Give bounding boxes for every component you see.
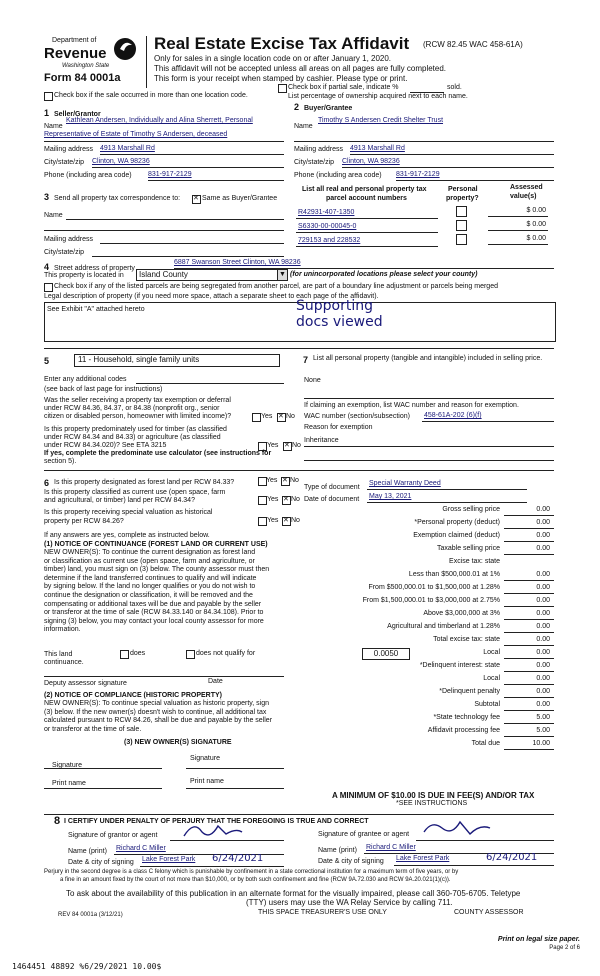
personal-property-section-number: 7 — [303, 355, 309, 365]
historic-yes-label: Yes — [267, 517, 279, 524]
cashier-stamp: 1464451 48892 %6/29/2021 10.00$ — [12, 962, 162, 971]
personal-property-checkbox-3[interactable] — [456, 234, 467, 245]
county-select[interactable] — [136, 269, 288, 281]
state-label: Washington State — [62, 63, 110, 69]
owner-signature-label-2: Signature — [190, 755, 220, 762]
seller-name-1[interactable]: Kathlean Andersen, Individually and Alina Sherrett, Personal — [66, 117, 253, 124]
revision-label: REV 84 0001a (3/12/21) — [58, 912, 123, 918]
seller-mail[interactable]: 4913 Marshall Rd — [100, 145, 155, 152]
parcel-number-3[interactable]: 729153 and 228532 — [298, 237, 361, 244]
exemption-reason-label: Reason for exemption — [304, 424, 373, 431]
parcel-col-header-3b: value(s) — [510, 193, 537, 200]
wac-label: WAC number (section/subsection) — [304, 413, 410, 420]
calc-value[interactable]: 0.00 — [536, 597, 550, 604]
timber-question-line-4: If yes, complete the predominate use calculator (see instructions for — [44, 450, 272, 457]
see-instructions: *SEE INSTRUCTIONS — [396, 800, 468, 807]
document-type-label: Type of document — [304, 484, 360, 491]
local-rate-box[interactable]: 0.0050 — [362, 648, 410, 660]
exemption-yes-label: Yes — [261, 413, 273, 420]
continuance-text-line: continue the designation or classification, it will be removed and the — [44, 591, 253, 599]
grantor-signature — [180, 818, 260, 842]
calc-label: Local — [483, 649, 500, 656]
document-date[interactable]: May 13, 2021 — [369, 493, 412, 500]
current-use-yes-label: Yes — [267, 496, 279, 503]
parcel-value-1[interactable]: $ 0.00 — [526, 207, 546, 214]
compliance-text-line: calculated pursuant to RCW 84.26, shall be due and payable by the seller — [44, 717, 273, 725]
continuance-text-line: information. — [44, 626, 81, 634]
grantor-signature-label: Signature of grantor or agent — [68, 832, 158, 839]
form-statute: (RCW 82.45 WAC 458-61A) — [423, 40, 523, 49]
personal-property-value[interactable]: None — [304, 377, 321, 384]
calc-label: Affidavit processing fee — [427, 727, 500, 734]
seller-name-label: Name — [44, 123, 63, 130]
use-code-section-number: 5 — [44, 356, 50, 366]
forest-land-question: Is this property designated as forest land per RCW 84.33? — [54, 479, 235, 486]
correspondence-label: Send all property tax correspondence to: — [54, 195, 181, 202]
current-use-no-label: No — [291, 496, 300, 503]
does-label: does — [130, 650, 146, 657]
exemption-question-line-2: under RCW 84.36, 84.37, or 84.38 (nonprofit org., senior — [44, 405, 220, 412]
calc-label: *State technology fee — [433, 714, 500, 721]
calc-value[interactable]: 0.00 — [536, 675, 550, 682]
calc-label: From $1,500,000.01 to $3,000,000 at 2.75% — [362, 597, 500, 604]
seller-name-2[interactable]: Representative of Estate of Timothy S Andersen, deceased — [44, 131, 228, 138]
calc-value[interactable]: 0.00 — [536, 688, 550, 695]
wac-number[interactable]: 458-61A-202 (6)(f) — [424, 412, 482, 419]
calc-value[interactable]: 0.00 — [536, 701, 550, 708]
segregation-checkbox[interactable] — [44, 283, 53, 292]
continuance-text-line: compensating or additional taxes will be due and payable by the seller — [44, 600, 262, 608]
calc-label: Total due — [471, 740, 500, 747]
parcel-col-header-2b: property? — [446, 195, 479, 202]
calc-label: Gross selling price — [442, 506, 500, 513]
correspondence-city-label: City/state/zip — [44, 249, 85, 256]
minimum-due-notice: A MINIMUM OF $10.00 IS DUE IN FEE(S) AND/OR TAX — [332, 791, 535, 800]
form-title: Real Estate Excise Tax Affidavit — [154, 34, 410, 53]
calc-value[interactable]: 0.00 — [536, 506, 550, 513]
county-selected-value: Island County — [139, 270, 188, 279]
historic-no-checkbox[interactable] — [282, 517, 291, 526]
calc-value[interactable]: 5.00 — [536, 714, 550, 721]
revenue-swirl-icon — [112, 35, 138, 63]
calc-label: *Delinquent penalty — [439, 688, 500, 695]
calc-label: Excise tax: state — [449, 558, 500, 565]
partial-sale-label: Check box if partial sale, indicate % — [288, 84, 399, 91]
calc-value[interactable]: 0.00 — [536, 649, 550, 656]
grantee-name[interactable]: Richard C Miller — [366, 844, 416, 851]
parcel-value-2[interactable]: $ 0.00 — [526, 221, 546, 228]
timber-question-line-2: under RCW 84.34 and 84.33) or agriculture (as classified — [44, 434, 221, 441]
timber-question-line-3: under RCW 84.34.020)? See ETA 3215 — [44, 442, 167, 449]
supporting-docs-stamp-1: Supporting — [296, 298, 373, 314]
revenue-label: Revenue — [44, 45, 107, 62]
land-label: This land — [44, 651, 73, 658]
calc-label: *Personal property (deduct) — [414, 519, 500, 526]
calc-value[interactable]: 0.00 — [536, 519, 550, 526]
owner-print-name-label-1: Print name — [52, 780, 86, 787]
continuance-heading: (1) NOTICE OF CONTINUANCE (FOREST LAND OR CURRENT USE) — [44, 541, 268, 548]
continuance-text-line: or transferor at the time of sale (RCW 84.33.140 or 84.34.108). Prior to — [44, 609, 264, 617]
continuance-text-line: or classification as current use (open space, farm and agriculture, or — [44, 557, 255, 565]
additional-codes-note: (see back of last page for instructions) — [44, 386, 163, 393]
parcel-number-2[interactable]: S6330-00-00045-0 — [298, 223, 357, 230]
chevron-down-icon[interactable]: ▼ — [277, 270, 287, 280]
current-use-question-line-1: Is this property classified as current use (open space, farm — [44, 489, 226, 496]
calc-label: From $500,000.01 to $1,500,000 at 1.28% — [368, 584, 500, 591]
buyer-phone-label: Phone (including area code) — [294, 172, 382, 179]
subtitle-1: Only for sales in a single location code on or after January 1, 2020. — [154, 54, 392, 63]
grantee-signature — [420, 816, 500, 840]
continuance-label: continuance. — [44, 659, 84, 666]
answers-note: If any answers are yes, complete as instructed below. — [44, 532, 210, 539]
page-number: Page 2 of 6 — [549, 945, 580, 951]
designation-section-number: 6 — [44, 478, 50, 488]
seller-city-label: City/state/zip — [44, 159, 85, 166]
compliance-text — [44, 700, 272, 734]
calc-label: Agricultural and timberland at 1.28% — [387, 623, 500, 630]
buyer-section-number: 2 — [294, 102, 300, 112]
buyer-phone[interactable]: 831-917-2129 — [396, 171, 440, 178]
legal-description-label: Legal description of property (if you need more space, attach a separate sheet to each page of the affidavit). — [44, 293, 379, 300]
compliance-text-line: or transferor at the time of sale. — [44, 725, 142, 733]
calc-value[interactable]: 0.00 — [536, 636, 550, 643]
grantee-date-label: Date & city of signing — [318, 858, 384, 865]
accessibility-line-1: To ask about the availability of this publication in an alternate format for the visually impaired, please call 360-705-6705. Teletype — [66, 889, 521, 898]
subtitle-3: This form is your receipt when stamped by cashier. Please type or print. — [154, 74, 408, 83]
calc-value[interactable]: 0.00 — [536, 532, 550, 539]
timber-question-line-5: section 5). — [44, 458, 77, 465]
calc-label: Local — [483, 675, 500, 682]
calc-value[interactable]: 0.00 — [536, 584, 550, 591]
historic-no-label: No — [291, 517, 300, 524]
exemption-question-line-3: citizen or disabled person, homeowner with limited income)? — [44, 413, 232, 420]
timber-no-checkbox[interactable] — [283, 442, 292, 451]
continuance-text-line: by signing below. If the land no longer qualifies or you do not wish to — [44, 583, 256, 591]
legal-description-value: See Exhibit "A" attached hereto — [47, 306, 145, 313]
continuance-text-line: determine if the land transferred continues to qualify and will indicate — [44, 574, 257, 582]
dept-label: Department of — [52, 37, 97, 44]
document-type[interactable]: Special Warranty Deed — [369, 480, 441, 487]
certify-section-number: 8 — [54, 815, 61, 827]
calc-label: Subtotal — [474, 701, 500, 708]
parcel-number-1[interactable]: R42931-407-1350 — [298, 209, 355, 216]
grantee-city[interactable]: Lake Forest Park — [396, 855, 450, 862]
legal-size-note: Print on legal size paper. — [497, 936, 580, 943]
calc-label: Exemption claimed (deduct) — [413, 532, 500, 539]
street-label: Street address of property — [54, 265, 135, 272]
continuance-text — [44, 549, 269, 635]
current-use-question-line-2: and agricultural, or timber) land per RCW 84.34? — [44, 497, 195, 504]
multi-location-label: Check box if the sale occurred in more than one location code. — [54, 92, 248, 99]
grantor-name-label: Name (print) — [68, 848, 107, 855]
calc-value[interactable]: 0.00 — [536, 610, 550, 617]
grantee-signature-label: Signature of grantee or agent — [318, 831, 410, 838]
deputy-signature-label: Deputy assessor signature — [44, 680, 127, 687]
timber-question-line-1: Is this property predominately used for timber (as classified — [44, 426, 227, 433]
additional-codes-label: Enter any additional codes — [44, 376, 127, 383]
treasurer-use-label: THIS SPACE TREASURER'S USE ONLY — [258, 909, 387, 916]
timber-yes-label: Yes — [267, 442, 279, 449]
calc-label: Less than $500,000.01 at 1% — [408, 571, 500, 578]
calc-value[interactable]: 10.00 — [532, 740, 550, 747]
seller-section-number: 1 — [44, 108, 50, 118]
grantor-date-label: Date & city of signing — [68, 859, 134, 866]
seller-phone[interactable]: 831-917-2129 — [148, 171, 192, 178]
calc-label: Taxable selling price — [436, 545, 500, 552]
grantor-name[interactable]: Richard C Miller — [116, 845, 166, 852]
form-number: Form 84 0001a — [44, 72, 121, 84]
buyer-mail-label: Mailing address — [294, 146, 344, 153]
seller-heading: Seller/Grantor — [54, 111, 101, 118]
seller-phone-label: Phone (including area code) — [44, 172, 132, 179]
grantor-date[interactable]: 6/24/2021 — [212, 853, 264, 864]
exemption-yes-checkbox[interactable] — [252, 413, 261, 422]
compliance-text-line: (3) below. If the new owner(s) doesn't wish to continue, all additional tax — [44, 708, 267, 716]
subtitle-2: This affidavit will not be accepted unless all areas on all pages are fully completed. — [154, 64, 447, 73]
does-not-qualify-checkbox[interactable] — [186, 650, 195, 659]
buyer-heading: Buyer/Grantee — [304, 105, 353, 112]
correspondence-name-label: Name — [44, 212, 63, 219]
forest-no-checkbox[interactable] — [281, 477, 290, 486]
parcel-col-header-2: Personal — [448, 186, 478, 193]
deputy-date-label: Date — [208, 678, 223, 685]
forest-no-label: No — [290, 477, 299, 484]
compliance-text-line: NEW OWNER(S): To continue special valuation as historic property, sign — [44, 700, 269, 707]
parcel-col-header-3: Assessed — [510, 184, 543, 191]
grantor-city[interactable]: Lake Forest Park — [142, 856, 196, 863]
new-owner-signature-heading: (3) NEW OWNER(S) SIGNATURE — [124, 739, 232, 746]
sold-label: sold. — [447, 84, 462, 91]
calc-value[interactable]: 0.00 — [536, 571, 550, 578]
property-section-number: 4 — [44, 262, 50, 272]
use-code-value: 11 - Household, single family units — [78, 355, 200, 364]
calc-label: *Delinquent interest: state — [419, 662, 500, 669]
correspondence-mail-label: Mailing address — [44, 236, 94, 243]
personal-property-checkbox-2[interactable] — [456, 220, 467, 231]
continuance-text-line: NEW OWNER(S): To continue the current designation as forest land — [44, 549, 256, 556]
continuance-text-line: timber) land, you must sign on (3) below. The county assessor must then — [44, 566, 270, 574]
parcel-col-header-1b: parcel account numbers — [326, 195, 407, 202]
seller-city[interactable]: Clinton, WA 98236 — [92, 158, 150, 165]
grantee-name-label: Name (print) — [318, 847, 357, 854]
partial-sale-checkbox[interactable] — [278, 84, 287, 93]
supporting-docs-stamp-2: docs viewed — [296, 314, 383, 330]
historic-question-line-1: Is this property receiving special valuation as historical — [44, 509, 213, 516]
buyer-city-label: City/state/zip — [294, 159, 335, 166]
exemption-note: If claiming an exemption, list WAC number and reason for exemption. — [304, 402, 519, 409]
exemption-no-label: No — [286, 413, 295, 420]
personal-property-label: List all personal property (tangible and intangible) included in selling price. — [313, 355, 543, 362]
calc-value[interactable]: 0.00 — [536, 545, 550, 552]
located-label: This property is located in — [44, 272, 124, 279]
perjury-notice-line-1: Perjury in the second degree is a class C felony which is punishable by confinement in a state correctional institution for a maximum term of five years, or by — [44, 869, 459, 875]
buyer-mail[interactable]: 4913 Marshall Rd — [350, 145, 405, 152]
owner-print-name-label-2: Print name — [190, 778, 224, 785]
seller-mail-label: Mailing address — [44, 146, 94, 153]
buyer-name-label: Name — [294, 123, 313, 130]
county-assessor-label: COUNTY ASSESSOR — [454, 909, 524, 916]
perjury-certification: I CERTIFY UNDER PENALTY OF PERJURY THAT THE FOREGOING IS TRUE AND CORRECT — [64, 818, 369, 825]
document-date-label: Date of document — [304, 496, 360, 503]
owner-signature-label-1: Signature — [52, 762, 82, 769]
forest-yes-label: Yes — [266, 477, 278, 484]
exemption-reason[interactable]: Inheritance — [304, 437, 339, 444]
timber-no-label: No — [292, 442, 301, 449]
continuance-text-line: signing (3) below, you may contact your local county assessor for more — [44, 617, 264, 625]
does-qualify-checkbox[interactable] — [120, 650, 129, 659]
grantee-date[interactable]: 6/24/2021 — [486, 852, 538, 863]
does-not-qualify-label: does not qualify for — [196, 650, 256, 657]
exemption-no-checkbox[interactable] — [277, 413, 286, 422]
unincorporated-note: (for unincorporated locations please select your county) — [290, 271, 478, 278]
current-use-no-checkbox[interactable] — [282, 496, 291, 505]
buyer-name-1[interactable]: Timothy S Andersen Credit Shelter Trust — [318, 117, 444, 124]
compliance-heading: (2) NOTICE OF COMPLIANCE (HISTORIC PROPERTY) — [44, 692, 222, 699]
segregation-label: Check box if any of the listed parcels are being segregated from another parcel, are part of a boundary line adjustment or parcels being merged — [54, 283, 498, 290]
same-as-buyer-label: Same as Buyer/Grantee — [202, 195, 278, 202]
correspondence-section-number: 3 — [44, 192, 50, 202]
street-address[interactable]: 6887 Swanson Street Clinton, WA 98236 — [174, 259, 301, 266]
ownership-note: List percentage of ownership acquired next to each name. — [288, 93, 468, 100]
accessibility-line-2: (TTY) users may use the WA Relay Service by calling 711. — [246, 898, 453, 907]
parcel-value-3[interactable]: $ 0.00 — [526, 235, 546, 242]
multi-location-checkbox[interactable] — [44, 92, 53, 101]
exemption-question-line-1: Was the seller receiving a property tax exemption or deferral — [44, 397, 231, 404]
calc-value[interactable]: 5.00 — [536, 727, 550, 734]
calc-label: Above $3,000,000 at 3% — [423, 610, 500, 617]
personal-property-checkbox-1[interactable] — [456, 206, 467, 217]
same-as-buyer-checkbox[interactable] — [192, 195, 201, 204]
buyer-city[interactable]: Clinton, WA 98236 — [342, 158, 400, 165]
perjury-notice-line-2: a fine in an amount fixed by the court of not more than $10,000, or by both such confinement and fine (RCW 9A.72.030 and RCW 9A.20.021(1)(c)). — [60, 877, 451, 883]
parcel-col-header-1: List all real and personal property tax — [302, 186, 427, 193]
current-use-yes-checkbox[interactable] — [258, 496, 267, 505]
calc-value[interactable]: 0.00 — [536, 662, 550, 669]
historic-question-line-2: property per RCW 84.26? — [44, 518, 124, 525]
use-code-select[interactable] — [74, 354, 280, 367]
calc-value[interactable]: 0.00 — [536, 623, 550, 630]
historic-yes-checkbox[interactable] — [258, 517, 267, 526]
calc-label: Total excise tax: state — [433, 636, 500, 643]
